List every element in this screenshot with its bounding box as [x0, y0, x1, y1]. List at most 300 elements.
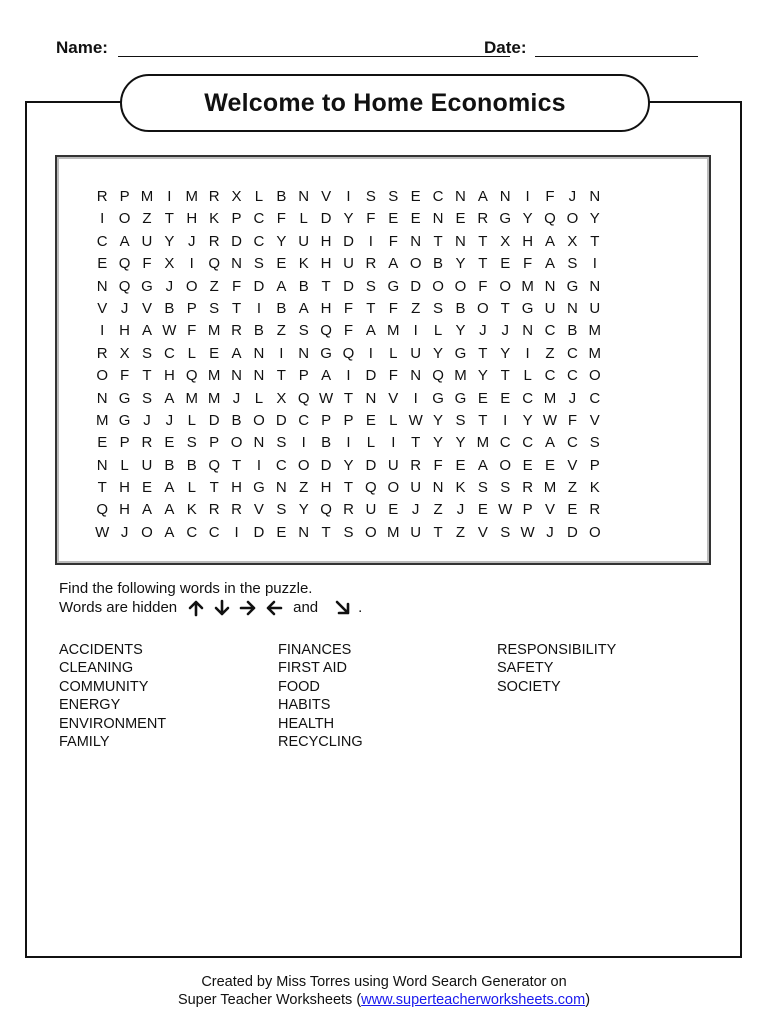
grid-letter: G: [454, 344, 467, 362]
grid-letter: V: [589, 411, 600, 429]
grid-letter: T: [478, 232, 488, 250]
grid-letter: S: [343, 523, 354, 541]
grid-letter: Z: [276, 322, 286, 340]
grid-letter: E: [388, 501, 399, 519]
grid-letter: Y: [164, 232, 175, 250]
grid-letter: H: [231, 479, 242, 497]
grid-letter: Y: [433, 344, 444, 362]
grid-letter: W: [319, 389, 334, 407]
grid-letter: Y: [343, 456, 354, 474]
grid-letter: I: [100, 322, 105, 340]
grid-letter: O: [118, 210, 131, 228]
grid-letter: S: [433, 299, 444, 317]
grid-letter: G: [387, 277, 400, 295]
grid-letter: I: [368, 344, 373, 362]
name-label: Name:: [56, 38, 108, 57]
grid-letter: N: [499, 188, 511, 205]
grid-letter: A: [388, 255, 399, 273]
grid-letter: A: [545, 232, 556, 250]
grid-letter: S: [141, 389, 152, 407]
grid-letter: O: [566, 210, 579, 228]
grid-letter: N: [298, 523, 310, 541]
grid-letter: E: [209, 344, 220, 362]
grid-letter: Q: [96, 501, 109, 519]
grid-letter: Y: [433, 411, 444, 429]
grid-letter: O: [96, 367, 109, 385]
footer-link[interactable]: www.superteacherworksheets.com: [361, 992, 586, 1008]
grid-letter: F: [366, 210, 376, 228]
word-list-item: RESPONSIBILITY: [497, 642, 617, 658]
grid-letter: F: [388, 232, 398, 250]
grid-letter: S: [477, 479, 488, 497]
grid-letter: Z: [299, 479, 309, 497]
grid-letter: R: [589, 501, 601, 519]
grid-letter: S: [141, 344, 152, 362]
grid-letter: H: [119, 322, 130, 340]
grid-letter: T: [97, 479, 107, 497]
grid-letter: T: [478, 411, 488, 429]
grid-letter: P: [321, 411, 332, 429]
grid-letter: F: [343, 299, 354, 317]
grid-letter: Y: [589, 210, 600, 228]
grid-letter: V: [253, 501, 264, 519]
grid-letter: U: [141, 456, 153, 474]
grid-letter: N: [253, 434, 265, 452]
grid-letter: U: [410, 523, 422, 541]
grid-letter: I: [100, 210, 105, 228]
grid-letter: V: [321, 188, 332, 205]
footer-line-2: [0, 991, 768, 1009]
grid-letter: F: [478, 277, 488, 295]
footer-prefix: Super Teacher Worksheets (: [177, 992, 362, 1008]
grid-letter: Q: [118, 277, 131, 295]
grid-letter: M: [95, 411, 109, 429]
grid-letter: L: [187, 344, 196, 362]
grid-letter: C: [522, 434, 534, 452]
grid-letter: L: [299, 210, 308, 228]
grid-letter: B: [276, 188, 287, 205]
grid-letter: J: [120, 299, 129, 317]
grid-letter: U: [387, 456, 399, 474]
grid-letter: P: [343, 411, 354, 429]
grid-letter: N: [253, 344, 265, 362]
grid-letter: Y: [455, 434, 466, 452]
grid-letter: G: [521, 299, 534, 317]
grid-letter: S: [209, 299, 220, 317]
date-input-line[interactable]: [535, 56, 698, 57]
grid-letter: L: [120, 456, 129, 474]
grid-letter: O: [365, 523, 377, 541]
grid-letter: L: [366, 434, 376, 452]
grid-letter: I: [413, 389, 418, 407]
grid-letter: Q: [208, 456, 220, 474]
instructions: [59, 579, 362, 617]
grid-letter: J: [411, 501, 420, 519]
grid-letter: V: [545, 501, 556, 519]
grid-letter: S: [455, 411, 466, 429]
title-banner: [120, 74, 650, 132]
grid-letter: Q: [185, 367, 198, 385]
grid-letter: T: [478, 344, 488, 362]
grid-letter: T: [343, 389, 354, 407]
grid-letter: Y: [522, 411, 533, 429]
grid-letter: A: [365, 322, 376, 340]
grid-letter: J: [232, 389, 241, 407]
grid-letter: J: [143, 411, 151, 429]
grid-letter: T: [164, 210, 174, 228]
grid-letter: F: [388, 367, 398, 385]
grid-letter: T: [209, 479, 219, 497]
grid-letter: H: [119, 501, 130, 519]
grid-letter: O: [387, 479, 400, 497]
grid-letter: N: [544, 277, 556, 295]
grid-letter: J: [456, 501, 465, 519]
grid-letter: I: [167, 188, 172, 205]
grid-letter: C: [163, 344, 175, 362]
grid-letter: N: [298, 344, 310, 362]
grid-letter: M: [454, 367, 467, 385]
direction-arrows: [187, 599, 283, 617]
grid-letter: T: [321, 277, 331, 295]
arrow-down-icon: [213, 599, 231, 617]
grid-letter: O: [588, 523, 601, 541]
grid-letter: B: [567, 322, 578, 340]
grid-letter: N: [432, 479, 444, 497]
grid-letter: T: [142, 367, 152, 385]
name-input-line[interactable]: [118, 56, 510, 57]
grid-letter: I: [256, 299, 262, 317]
grid-letter: N: [365, 389, 377, 407]
grid-letter: T: [590, 232, 600, 250]
grid-letter: I: [346, 434, 351, 452]
grid-letter: E: [164, 434, 175, 452]
grid-letter: J: [568, 188, 577, 205]
grid-letter: J: [501, 322, 509, 340]
grid-letter: O: [141, 523, 153, 541]
grid-letter: Y: [276, 232, 287, 250]
grid-letter: A: [141, 322, 152, 340]
grid-letter: M: [588, 322, 602, 340]
grid-letter: M: [521, 277, 534, 295]
grid-letter: N: [253, 367, 265, 385]
word-list-item: FOOD: [278, 678, 320, 695]
grid-letter: G: [118, 389, 131, 407]
grid-letter: M: [140, 188, 154, 205]
grid-letter: M: [588, 344, 602, 362]
grid-letter: Q: [297, 389, 310, 407]
grid-letter: T: [231, 456, 242, 474]
grid-letter: D: [208, 411, 220, 429]
grid-letter: P: [186, 299, 197, 317]
word-list-item: HABITS: [278, 697, 331, 714]
grid-letter: E: [545, 456, 556, 474]
grid-letter: A: [119, 232, 130, 250]
grid-letter: D: [320, 456, 332, 474]
grid-letter: A: [164, 479, 175, 497]
word-list-item: ENERGY: [59, 697, 121, 714]
grid-letter: B: [186, 456, 197, 474]
grid-letter: Y: [298, 501, 309, 519]
instructions-line-1: Find the following words in the puzzle.: [59, 580, 313, 597]
grid-letter: D: [410, 277, 422, 295]
grid-letter: D: [566, 523, 578, 541]
grid-letter: A: [141, 501, 152, 519]
grid-letter: E: [276, 523, 287, 541]
grid-letter: Q: [320, 501, 332, 519]
grid-letter: H: [320, 299, 332, 317]
grid-letter: C: [566, 344, 578, 362]
grid-letter: P: [119, 188, 130, 205]
grid-letter: O: [409, 255, 422, 273]
grid-letter: L: [254, 188, 264, 205]
arrow-left-icon: [265, 599, 283, 617]
grid-letter: C: [96, 232, 108, 250]
grid-letter: F: [231, 277, 242, 295]
grid-letter: I: [368, 232, 373, 250]
grid-letter: D: [253, 523, 265, 541]
grid-letter: M: [207, 367, 221, 385]
grid-letter: U: [365, 501, 377, 519]
grid-letter: S: [253, 255, 264, 273]
grid-letter: L: [523, 367, 532, 385]
grid-letter: W: [408, 411, 423, 429]
footer-suffix: ): [585, 992, 591, 1008]
grid-letter: T: [231, 299, 242, 317]
grid-letter: T: [478, 255, 488, 273]
grid-letter: K: [186, 501, 197, 519]
grid-letter: X: [567, 232, 578, 250]
grid-letter: R: [96, 344, 108, 362]
grid-letter: M: [543, 389, 557, 407]
grid-letter: C: [253, 232, 265, 250]
grid-letter: I: [301, 434, 306, 452]
grid-letter: F: [142, 255, 152, 273]
grid-letter: O: [588, 367, 601, 385]
grid-letter: I: [592, 255, 597, 273]
grid-letter: G: [118, 411, 131, 429]
grid-letter: M: [207, 322, 221, 340]
grid-letter: E: [97, 434, 108, 452]
grid-letter: E: [410, 188, 421, 205]
grid-letter: D: [365, 367, 377, 385]
grid-letter: I: [525, 344, 530, 362]
grid-letter: Z: [567, 479, 577, 497]
grid-letter: F: [433, 456, 443, 474]
grid-letter: X: [500, 232, 511, 250]
grid-letter: A: [164, 523, 175, 541]
grid-letter: I: [256, 456, 262, 474]
grid-letter: F: [388, 299, 398, 317]
grid-letter: I: [525, 188, 530, 205]
grid-letter: N: [522, 322, 534, 340]
word-list-item: COMMUNITY: [59, 678, 149, 695]
grid-letter: S: [298, 322, 309, 340]
grid-letter: C: [275, 456, 287, 474]
grid-letter: P: [209, 434, 220, 452]
grid-letter: O: [454, 277, 467, 295]
grid-letter: N: [96, 389, 108, 407]
grid-letter: T: [343, 479, 354, 497]
grid-letter: Y: [477, 367, 488, 385]
grid-letter: W: [542, 411, 558, 429]
grid-letter: D: [343, 232, 354, 250]
word-list-item: SAFETY: [497, 660, 554, 677]
grid-letter: G: [253, 479, 265, 497]
grid-letter: I: [391, 434, 396, 452]
grid-letter: U: [343, 255, 354, 273]
grid-letter: C: [544, 322, 556, 340]
grid-letter: R: [477, 210, 489, 228]
grid-letter: W: [498, 501, 513, 519]
and-word: and: [293, 599, 319, 616]
grid-letter: U: [298, 232, 310, 250]
grid-letter: R: [96, 188, 108, 205]
word-list-item: FAMILY: [59, 734, 110, 751]
grid-letter: K: [589, 479, 600, 497]
grid-letter: C: [522, 389, 534, 407]
grid-letter: S: [567, 255, 578, 273]
grid-letter: H: [119, 479, 130, 497]
page-title: Welcome to Home Economics: [204, 88, 566, 117]
word-list-item: HEALTH: [278, 715, 335, 732]
grid-letter: P: [522, 501, 533, 519]
grid-letter: E: [455, 456, 466, 474]
grid-letter: U: [141, 232, 153, 250]
grid-letter: S: [276, 501, 287, 519]
grid-letter: Q: [320, 322, 332, 340]
grid-letter: S: [500, 523, 511, 541]
grid-letter: E: [276, 255, 287, 273]
grid-letter: T: [411, 434, 421, 452]
grid-letter: M: [185, 389, 198, 407]
grid-letter: Z: [411, 299, 421, 317]
word-list-item: CLEANING: [59, 660, 134, 677]
grid-letter: J: [165, 411, 174, 429]
grid-letter: G: [432, 389, 444, 407]
grid-letter: E: [97, 255, 108, 273]
grid-letter: C: [566, 367, 578, 385]
grid-letter: Y: [455, 322, 466, 340]
grid-letter: S: [276, 434, 287, 452]
grid-letter: L: [187, 479, 196, 497]
grid-letter: S: [589, 434, 600, 452]
grid-letter: N: [96, 277, 108, 295]
grid-letter: P: [589, 456, 600, 474]
grid-letter: Y: [455, 255, 466, 273]
grid-letter: R: [343, 501, 354, 519]
word-list-column-1: [59, 641, 166, 751]
grid-letter: A: [231, 344, 242, 362]
grid-letter: E: [522, 456, 533, 474]
word-list-item: FIRST AID: [278, 660, 348, 677]
grid-letter: A: [321, 367, 332, 385]
grid-letter: E: [477, 501, 488, 519]
grid-letter: V: [141, 299, 152, 317]
instructions-period: .: [358, 599, 363, 616]
grid-letter: T: [276, 367, 286, 385]
grid-letter: R: [231, 501, 242, 519]
grid-letter: H: [163, 367, 175, 385]
grid-letter: N: [455, 232, 466, 250]
grid-letter: N: [410, 232, 422, 250]
grid-letter: L: [433, 322, 443, 340]
grid-letter: G: [454, 389, 467, 407]
grid-letter: Q: [544, 210, 556, 228]
grid-letter: P: [231, 210, 242, 228]
grid-letter: O: [499, 277, 512, 295]
grid-letter: H: [320, 232, 332, 250]
grid-letter: N: [298, 188, 310, 205]
grid-letter: C: [432, 188, 444, 205]
grid-letter: S: [388, 188, 399, 205]
grid-letter: C: [589, 389, 601, 407]
grid-letter: J: [546, 523, 554, 541]
grid-letter: D: [343, 277, 354, 295]
grid-letter: N: [589, 277, 601, 295]
grid-letter: I: [279, 344, 284, 362]
word-list-column-3: [497, 641, 616, 696]
grid-letter: E: [365, 411, 376, 429]
grid-letter: B: [164, 456, 175, 474]
grid-letter: C: [253, 210, 265, 228]
grid-letter: K: [455, 479, 466, 497]
grid-letter: V: [97, 299, 108, 317]
grid-letter: P: [119, 434, 130, 452]
grid-letter: X: [231, 188, 242, 205]
grid-letter: N: [410, 367, 422, 385]
grid-letter: E: [455, 210, 466, 228]
instructions-line-2: [59, 598, 362, 617]
grid-letter: U: [544, 299, 556, 317]
grid-letter: F: [187, 322, 197, 340]
grid-letter: S: [500, 479, 511, 497]
grid-letter: I: [346, 367, 351, 385]
grid-letter: B: [298, 277, 309, 295]
grid-letter: X: [164, 255, 175, 273]
grid-letter: O: [185, 277, 198, 295]
grid-letter: W: [520, 523, 535, 541]
grid-letter: C: [566, 434, 578, 452]
grid-letter: W: [95, 523, 110, 541]
grid-letter: G: [499, 210, 512, 228]
grid-letter: S: [365, 188, 376, 205]
grid-letter: G: [320, 344, 332, 362]
grid-letter: N: [566, 299, 578, 317]
grid-letter: Q: [342, 344, 355, 362]
grid-letter: Z: [142, 210, 152, 228]
grid-letter: A: [477, 188, 488, 205]
grid-letter: A: [545, 255, 556, 273]
grid-letter: Y: [500, 344, 511, 362]
grid-letter: B: [276, 299, 287, 317]
grid-letter: N: [589, 188, 601, 205]
grid-letter: M: [476, 434, 490, 452]
grid-letter: V: [477, 523, 488, 541]
grid-letter: D: [320, 210, 332, 228]
grid-letter: A: [164, 501, 175, 519]
grid-letter: C: [186, 523, 198, 541]
grid-letter: R: [365, 255, 377, 273]
grid-letter: H: [522, 232, 534, 250]
grid-letter: O: [253, 411, 265, 429]
grid-letter: Z: [433, 501, 443, 519]
grid-letter: G: [566, 277, 579, 295]
grid-letter: B: [455, 299, 466, 317]
grid-letter: A: [298, 299, 309, 317]
date-label: Date:: [484, 38, 527, 57]
grid-letter: C: [499, 434, 511, 452]
word-list-item: ENVIRONMENT: [59, 715, 167, 732]
